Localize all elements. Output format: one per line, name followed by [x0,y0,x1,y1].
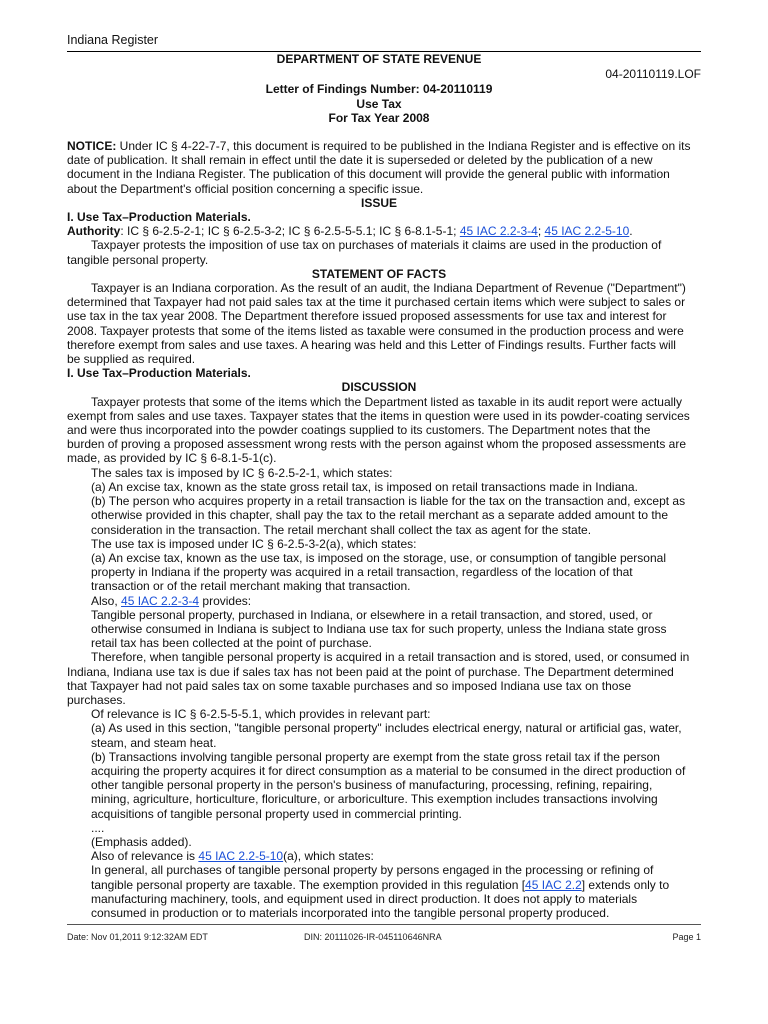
authority-link-iac-2-2-5-10[interactable]: 45 IAC 2.2-5-10 [544,224,630,239]
facts-heading: STATEMENT OF FACTS [311,266,447,281]
notice-label: NOTICE: [67,139,117,154]
footer-date: Date: Nov 01,2011 9:12:32AM EDT [67,932,208,942]
notice-text: Under IC § 4-22-7-7, this document is required to be published in the Indiana Register and is effective on its date of publication. It shall remain in effect until the date it is superseded or deleted by the publication of a new document in the Indiana Register. The publication of this document will provide the general public with information about the Department's official position concerning a specific issue. [67,139,691,196]
discussion-p3a: (a) An excise tax, known as the use tax, is imposed on the storage, use, or consumption of tangible personal property in Indiana if the property was acquired in a retail transaction, regardless of the location of that transaction or of the retail merchant making that transaction. [91,550,666,594]
discussion-p2a: (a) An excise tax, known as the state gross retail tax, is imposed on retail transactions made in Indiana. [91,479,638,494]
discussion-ellipsis: .... [91,820,105,835]
p4-link-iac-2-2-3-4[interactable]: 45 IAC 2.2-3-4 [121,593,200,608]
authority-line [67,224,691,238]
p7-post: (a), which states: [283,849,374,864]
issue-heading: ISSUE [360,195,397,210]
p4-post: provides: [199,593,252,608]
discussion-p7 [67,849,691,863]
authority-label: Authority [67,224,121,239]
facts-paragraph: Taxpayer is an Indiana corporation. As the result of an audit, the Indiana Department of Revenue ("Department") determined that Taxpayer had not paid sales tax at the time it purchased certain items which were subject to sales or use tax in the tax year 2008. The Department therefore issued proposed assessments for use tax and interest for 2008. Taxpayer protests that some of the items listed as taxable were consumed in the production process and were therefore exempt from sales and use taxes. A hearing was held and this Letter of Findings results. Further facts will be supplied as required. [67,281,686,367]
lof-number: 04-20110119.LOF [605,67,701,82]
title-line2: Use Tax [356,96,402,111]
discussion-emphasis: (Emphasis added). [91,834,192,849]
p7a-link-iac-2-2[interactable]: 45 IAC 2.2 [525,877,582,892]
discussion-heading: DISCUSSION [341,380,417,395]
discussion-p6a: (a) As used in this section, "tangible personal property" includes electrical energy, natural or artificial gas, water, steam, and steam heat. [91,721,682,750]
authority-link-iac-2-2-3-4[interactable]: 45 IAC 2.2-3-4 [459,224,538,239]
register-header: Indiana Register [67,33,159,47]
p7-link-iac-2-2-5-10[interactable]: 45 IAC 2.2-5-10 [198,849,284,864]
issue-title: I. Use Tax–Production Materials. [67,210,251,225]
title-line3: For Tax Year 2008 [328,110,430,125]
discussion-p4a: Tangible personal property, purchased in Indiana, or elsewhere in a retail transaction, and stored, used, or otherwise consumed in Indiana is subject to Indiana use tax for such property, unless the Indiana state gross retail tax has been collected at the point of purchase. [91,607,667,651]
department-heading: DEPARTMENT OF STATE REVENUE [276,52,482,66]
p4-pre: Also, [91,593,122,608]
authority-text: : IC § 6-2.5-2-1; IC § 6-2.5-3-2; IC § 6-2.5-5-5.1; IC § 6-8.1-5-1; [120,224,460,239]
notice-paragraph [67,139,691,196]
footer-din: DIN: 20111026-IR-045110646NRA [304,932,442,942]
p7a-post: ] extends only to manufacturing machinery, tools, and equipment used in direct production. It does not apply to materials consumed in production or to materials incorporated into the tangible personal property produced. [91,877,670,920]
authority-end: . [629,224,633,239]
discussion-p5: Therefore, when tangible personal property is acquired in a retail transaction and is stored, used, or consumed in Indiana, Indiana use tax is due if sales tax has not been paid at the point of purchase. The Department determined that Taxpayer had not paid sales tax on some taxable purchases and so imposed Indiana use tax on those purchases. [67,650,690,707]
authority-sep: ; [537,224,545,239]
title-block [67,82,691,125]
discussion-p4 [67,594,691,608]
footer-page-number: Page 1 [672,932,701,942]
issue-paragraph: Taxpayer protests the imposition of use tax on purchases of materials it claims are used in the production of tangible personal property. [67,238,662,267]
discussion-p6b: (b) Transactions involving tangible personal property are exempt from the state gross retail tax if the person acquiring the property acquires it for direct consumption as a material to be consumed in the direct production of other tangible personal property in the person's business of manufacturing, processing, refining, repairing, mining, agriculture, horticulture, floriculture, or arboriculture. This exemption includes transactions involving acquisitions of tangible personal property used in commercial printing. [91,749,686,821]
p7-pre: Also of relevance is [91,849,199,864]
discussion-p2: The sales tax is imposed by IC § 6-2.5-2-1, which states: [91,465,393,480]
discussion-p6: Of relevance is IC § 6-2.5-5-5.1, which provides in relevant part: [91,707,431,722]
issue-title-2: I. Use Tax–Production Materials. [67,366,251,381]
footer-rule [67,924,701,925]
discussion-p1: Taxpayer protests that some of the items which the Department listed as taxable in its audit report were actually exempt from sales and use taxes. Taxpayer states that the items in question were used in its powder-coating services and were thus incorporated into the powder coatings supplied to its customers. The Department notes that the burden of proving a proposed assessment wrong rests with the person against whom the proposed assessments are made, as provided by IC § 6-8.1-5-1(c). [67,394,690,466]
p7a-pre: In general, all purchases of tangible personal property by persons engaged in the processing or refining of tangible personal property are taxable. The exemption provided in this regulation [ [91,863,654,892]
discussion-p2b: (b) The person who acquires property in a retail transaction is liable for the tax on the transaction and, except as otherwise provided in this chapter, shall pay the tax to the retail merchant as a separate added amount to the consideration in the transaction. The retail merchant shall collect the tax as agent for the state. [91,494,686,537]
title-line1: Letter of Findings Number: 04-20110119 [265,82,493,97]
document-body [67,52,701,920]
discussion-p3: The use tax is imposed under IC § 6-2.5-3-2(a), which states: [91,536,417,551]
discussion-p7a [67,863,691,920]
